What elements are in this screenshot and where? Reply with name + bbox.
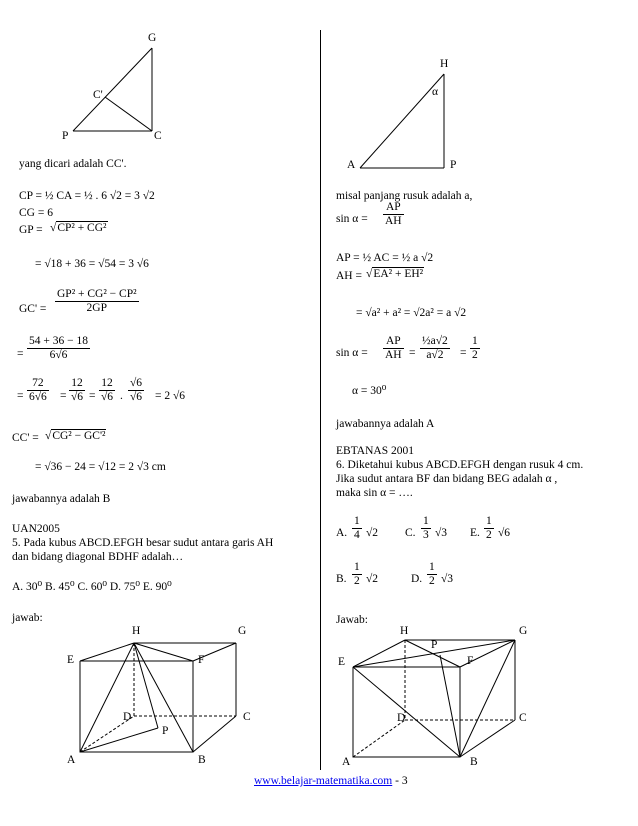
gp-radicand: CP² + CG² xyxy=(57,222,107,234)
intro-text: yang dicari adalah CC'. xyxy=(19,158,127,170)
eq2-d-den: √6 xyxy=(130,391,143,403)
question-6-line-2: Jika sudut antara BF dan bidang BEG adalah α , xyxy=(336,473,558,485)
option-a-num: 1 xyxy=(354,515,360,527)
footer xyxy=(254,775,408,788)
cp-line: CP = ½ CA = ½ . 6 √2 = 3 √2 xyxy=(19,190,155,202)
sin-lhs: sin α = xyxy=(336,213,368,225)
question-5-options: A. 30⁰ B. 45⁰ C. 60⁰ D. 75⁰ E. 90⁰ xyxy=(12,581,172,593)
eq2-b-den: √6 xyxy=(71,391,84,403)
sin2-eq-2: = xyxy=(460,347,467,359)
option-c-label: C. xyxy=(405,527,416,539)
option-b-num: 1 xyxy=(354,561,360,573)
fig2-label-a: A xyxy=(347,159,356,171)
sin2-res-den: 2 xyxy=(472,349,478,361)
eq1-denominator: 6√6 xyxy=(49,349,68,361)
eq2-c-num: 12 xyxy=(99,377,115,391)
gcp-denominator: 2GP xyxy=(86,302,107,314)
sin2-lhs: sin α = xyxy=(336,347,368,359)
cube1-label-e: E xyxy=(67,654,75,666)
footer-separator: - xyxy=(395,775,399,787)
question-6-line-3: maka sin α = …. xyxy=(336,487,413,499)
cube1-label-p: P xyxy=(162,725,169,737)
cube2-label-d: D xyxy=(397,712,406,724)
jawab-label-right: Jawab: xyxy=(336,614,368,626)
cg-line: CG = 6 xyxy=(19,207,53,219)
cube1-label-d: D xyxy=(123,711,132,723)
option-d-num: 1 xyxy=(429,561,435,573)
alpha-result: α = 30⁰ xyxy=(352,385,387,397)
ah-lhs: AH = xyxy=(336,270,362,282)
cube1-label-a: A xyxy=(67,754,76,766)
ah-radicand: EA² + EH² xyxy=(373,268,424,280)
sin2-den: AH xyxy=(385,349,402,361)
ccp-lhs: CC' = xyxy=(12,432,39,444)
ebtanas-heading: EBTANAS 2001 xyxy=(336,445,414,457)
option-a-radical: √2 xyxy=(366,527,379,539)
eq2-equals: = xyxy=(17,390,24,402)
eq2-equals-2: = xyxy=(60,390,67,402)
cube1-label-f: F xyxy=(198,654,205,666)
option-e-den: 2 xyxy=(486,529,492,541)
eq2-c-den: √6 xyxy=(101,391,114,403)
sin-den: AH xyxy=(385,215,402,227)
gcp-numerator: GP² + CG² − CP² xyxy=(57,288,137,300)
gp-line-2: = √18 + 36 = √54 = 3 √6 xyxy=(35,258,149,270)
gp-radical: √CP² + CG² xyxy=(50,222,107,234)
ah-line-2: = √a² + a² = √2a² = a √2 xyxy=(356,307,467,319)
eq2-b-num: 12 xyxy=(69,377,85,391)
option-d-label: D. xyxy=(411,573,423,585)
sin2-mid-den: a√2 xyxy=(426,349,444,361)
eq2-a-den: 6√6 xyxy=(29,391,47,403)
option-e-num: 1 xyxy=(486,515,492,527)
eq2-dot: . xyxy=(120,390,123,402)
uan-heading: UAN2005 xyxy=(12,523,60,535)
eq2-d-num: √6 xyxy=(130,377,143,389)
option-c-radical: √3 xyxy=(435,527,448,539)
cube2-label-b: B xyxy=(470,756,478,768)
ap-line: AP = ½ AC = ½ a √2 xyxy=(336,252,434,264)
ah-radical: √EA² + EH² xyxy=(366,268,424,280)
question-5-line-1: 5. Pada kubus ABCD.EFGH besar sudut antara garis AH xyxy=(12,537,274,549)
gcp-lhs: GC' = xyxy=(19,303,47,315)
gp-lhs: GP = xyxy=(19,224,43,236)
label-g: G xyxy=(148,32,157,44)
sin2-num: AP xyxy=(383,335,404,349)
cube2-label-h: H xyxy=(400,625,409,637)
fig2-label-p: P xyxy=(450,159,457,171)
cube2-label-e: E xyxy=(338,656,346,668)
eq1-numerator: 54 + 36 − 18 xyxy=(29,335,88,347)
option-c-num: 1 xyxy=(423,515,429,527)
option-a-den: 4 xyxy=(354,529,360,541)
ccp-radicand: CG² − GC'² xyxy=(52,430,106,442)
sin2-res-num: 1 xyxy=(472,335,478,347)
cube2-label-a: A xyxy=(342,756,351,768)
option-b-radical: √2 xyxy=(366,573,379,585)
option-e-label: E. xyxy=(470,527,480,539)
fig2-label-h: H xyxy=(440,58,449,70)
misal-text: misal panjang rusuk adalah a, xyxy=(336,190,473,202)
cube1-label-c: C xyxy=(243,711,251,723)
label-c-prime: C' xyxy=(93,89,103,101)
option-b-den: 2 xyxy=(354,575,360,587)
cube1-label-h: H xyxy=(132,625,141,637)
sin2-mid-num: ½a√2 xyxy=(422,335,448,347)
footer-link[interactable]: www.belajar-matematika.com xyxy=(254,775,393,787)
label-p: P xyxy=(62,130,69,142)
cube2-label-p: P xyxy=(431,639,438,651)
cube1-label-b: B xyxy=(198,754,206,766)
answer-a: jawabannya adalah A xyxy=(336,418,435,430)
option-a-label: A. xyxy=(336,527,348,539)
jawab-label: jawab: xyxy=(12,612,43,624)
option-e-radical: √6 xyxy=(498,527,511,539)
ccp-line-2: = √36 − 24 = √12 = 2 √3 cm xyxy=(35,461,166,473)
option-d-radical: √3 xyxy=(441,573,454,585)
cube2-label-c: C xyxy=(519,712,527,724)
sin2-eq: = xyxy=(409,347,416,359)
sin-num: AP xyxy=(383,201,404,215)
answer-b: jawabannya adalah B xyxy=(12,493,111,505)
eq1-equals: = xyxy=(17,348,24,360)
question-6-line-1: 6. Diketahui kubus ABCD.EFGH dengan rusuk 4 cm. xyxy=(336,459,584,471)
cube1-label-g: G xyxy=(238,625,247,637)
eq2-result: = 2 √6 xyxy=(155,390,186,402)
option-b-label: B. xyxy=(336,573,347,585)
ccp-radical: √CG² − GC'² xyxy=(45,430,106,442)
cube2-label-g: G xyxy=(519,625,528,637)
question-5-line-2: dan bidang diagonal BDHF adalah… xyxy=(12,551,184,563)
option-d-den: 2 xyxy=(429,575,435,587)
eq2-a-num: 72 xyxy=(27,377,49,391)
option-c-den: 3 xyxy=(423,529,429,541)
label-c: C xyxy=(154,130,162,142)
eq2-equals-3: = xyxy=(89,390,96,402)
fig2-label-alpha: α xyxy=(432,86,439,98)
page-number: 3 xyxy=(401,775,408,787)
cube2-label-f: F xyxy=(467,655,474,667)
